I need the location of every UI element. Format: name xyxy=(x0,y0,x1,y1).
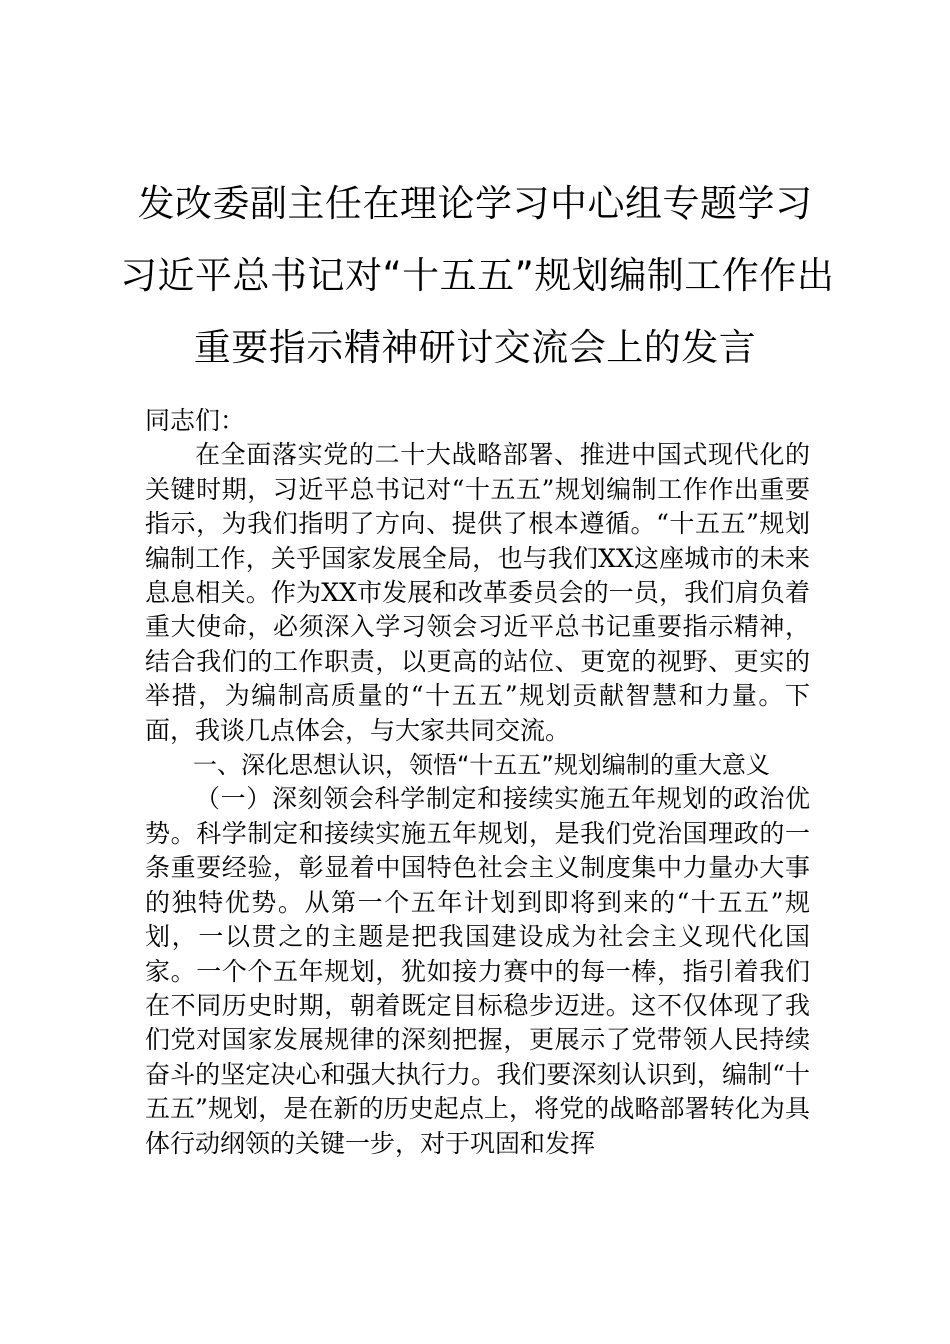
salutation: 同志们： xyxy=(145,406,246,435)
document-title xyxy=(120,168,835,384)
title-line-3: 重要指示精神研讨交流会上的发言 xyxy=(193,326,757,369)
intro-paragraph: 在全面落实党的二十大战略部署、推进中国式现代化的关键时期，习近平总书记对“十五五”规划编制工作作出重要指示，为我们指明了方向、提供了根本遵循。“十五五”规划编制工作，关乎国家发展全局，也与我们XX这座城市的未来息息相关。作为XX市发展和改革委员会的一员，我们肩负着重大使命，必须深入学习领会习近平总书记重要指示精神，结合我们的工作职责，以更高的站位、更宽的视野、更实的举措，为编制高质量的“十五五”规划贡献智慧和力量。下面，我谈几点体会，与大家共同交流。 xyxy=(145,440,810,745)
document-body xyxy=(145,404,810,1161)
subsection-body-1: 科学制定和接续实施五年规划，是我们党治国理政的一条重要经验，彰显着中国特色社会主义制度集中力量办大事的独特优势。从第一个五年计划到即将到来的“十五五”规划，一以贯之的主题是把我国建设成为社会主义现代化国家。一个个五年规划，犹如接力赛中的每一棒，指引着我们在不同历史时期，朝着既定目标稳步迈进。这不仅体现了我们党对国家发展规律的深刻把握，更展示了党带领人民持续奋斗的坚定决心和强大执行力。我们要深刻认识到，编制“十五五”规划，是在新的历史起点上，将党的战略部署转化为具体行动纲领的关键一步，对于巩固和发挥 xyxy=(145,818,810,1158)
subsection-heading-1: （一）深刻领会科学制定和接续实施五年规划的政治优势。 xyxy=(145,784,810,848)
subsection-paragraph-1 xyxy=(145,782,810,1160)
section-heading-1: 一、深化思想认识，领悟“十五五”规划编制的重大意义 xyxy=(193,751,770,780)
title-line-1: 发改委副主任在理论学习中心组专题学习 xyxy=(137,182,813,225)
title-line-2: 习近平总书记对“十五五”规划编制工作作出 xyxy=(120,254,835,297)
